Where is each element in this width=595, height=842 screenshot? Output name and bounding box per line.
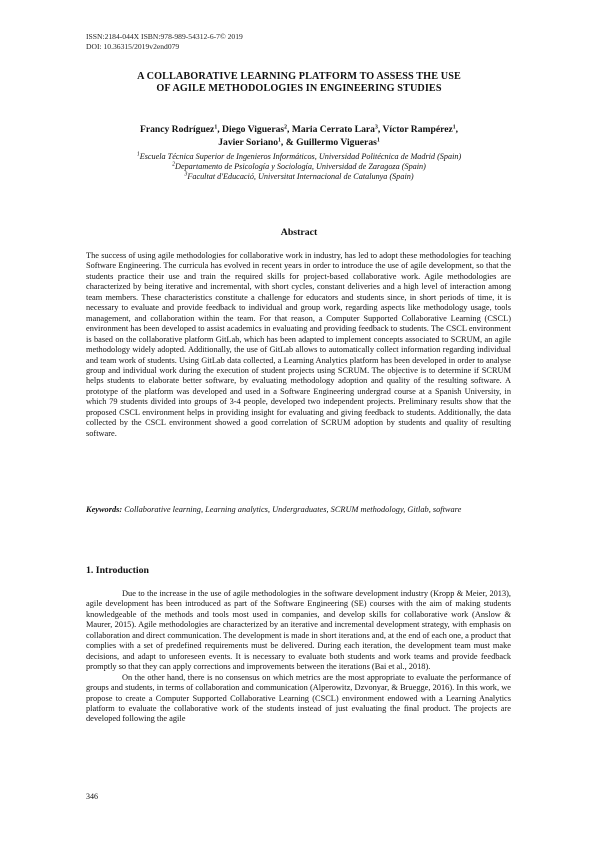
paragraph: Due to the increase in the use of agile methodologies in the software development industry (Kropp & Meier, 2013), agile development has been introduced as part of the Software Engineering (SE) courses with the aim of making students knowledgeable of the methods and tools most used in companies, and develop skills for collaborative work (Anslow & Maurer, 2015). Agile methodologies are characterized by an iterative and incremental development strategy, with emphasis on collaboration and direct communication. The development is made in short iterations and, at the end of each one, a product that complies with a set of predefined requirements must be delivered. During each iteration, the development team must make decisions, and adapt to unforeseen events. It is necessary to evaluate both students and work teams and provide feedback promptly so that they can apply corrections and improvements between the iterations (Bai et al., 2018).: [86, 589, 512, 672]
keywords-label: Keywords:: [86, 505, 123, 514]
author-affiliation-mark: 1: [214, 124, 218, 131]
author-name: Víctor Rampérez: [382, 124, 453, 135]
affiliation-number: 3: [184, 171, 188, 178]
author-name: Guillermo Vigueras: [296, 136, 377, 148]
paper-title: [86, 71, 512, 95]
affiliation-list: [86, 152, 512, 183]
author-separator: , &: [280, 136, 297, 148]
author-separator: ,: [287, 124, 292, 135]
title-line-2: OF AGILE METHODOLOGIES IN ENGINEERING STUDIES: [156, 83, 442, 94]
keywords: [86, 505, 511, 515]
author-affiliation-mark: 3: [374, 124, 378, 131]
abstract-heading: Abstract: [280, 227, 318, 238]
affiliation-1: [86, 152, 512, 162]
affiliation-text: Escuela Técnica Superior de Ingenieros Informáticos, Universidad Politécnica de Madrid (Spain): [139, 152, 462, 161]
introduction-body: [86, 589, 511, 725]
affiliation-2: [86, 162, 512, 172]
author-name: Francy Rodríguez: [139, 124, 215, 135]
author-name: Diego Vigueras: [222, 124, 285, 135]
abstract-text: The success of using agile methodologies for collaborative work in industry, has led to adopt these methodologies for teaching Software Engineering. The curricula has evolved in recent years in order to introduce the use of agile development, so that the students practice their use and train the required skills for project-based collaborative work. Agile methodologies are characterized by being iterative and incremental, with short cycles, constant deliveries and a high level of interaction among team members. These characteristics constitute a challenge for educators and students since, in short periods of time, it is necessary to evaluate and provide feedback to individual and group work, regarding aspects like methodology usage, tools management, and collaboration within the team. For that reason, a Computer Supported Collaborative Learning (CSCL) environment has been developed to assist academics in evaluating and providing feedback to students. The CSCL environment is based on the collaborative platform GitLab, which has been adapted to implement concepts associated to SCRUM, an agile methodology widely adopted. Additionally, the use of GitLab allows to automatically collect information regarding individual and team work of students. Using GitLab data collected, a Learning Analytics platform has been developed in order to analyse group and individual work during the execution of student projects using SCRUM. The objective is to determine if SCRUM helps students to elaborate better software, by evaluating methodology adoption and quality of the resulting software. A prototype of the platform was developed and used in a Software Engineering undergrad course at a Spanish University, in which 79 students divided into groups of 3-4 people, developed two independent projects. Preliminary results show that the proposed CSCL environment helps in providing insight for evaluating and giving feedback to students. Additionally, the data collected by the CSCL environment showed a good correlation of SCRUM adoption by students and quality of resulting software.: [86, 251, 511, 438]
author-line-2: [86, 137, 512, 150]
page-number: 346: [86, 792, 98, 801]
affiliation-number: 1: [136, 151, 140, 158]
doi-line: DOI: 10.36315/2019v2end079: [86, 42, 180, 51]
section-heading-introduction: 1. Introduction: [86, 565, 149, 576]
author-separator: ,: [455, 124, 459, 135]
author-affiliation-mark: 1: [452, 124, 456, 131]
issn-isbn-line: ISSN:2184-044X ISBN:978-989-54312-6-7© 2019: [86, 32, 243, 41]
author-affiliation-mark: 1: [278, 137, 281, 143]
paragraph: On the other hand, there is no consensus on which metrics are the most appropriate to evaluate the performance of groups and students, in terms of collaboration and communication (Alperowitz, Dzvonyar, & Bruegge, 2016). In this work, we propose to create a Computer Supported Collaborative Learning (CSCL) environment endowed with a Learning Analytics platform to evaluate the collaborative work of the students instead of just evaluating the final product. The projects are developed following the agile: [86, 672, 511, 724]
affiliation-text: Facultat d'Educació, Universitat Internacional de Catalunya (Spain): [187, 172, 414, 182]
author-line-1: [86, 124, 512, 137]
author-name: Maria Cerrato Lara: [291, 124, 375, 135]
affiliation-text: Departamento de Psicología y Sociología, Universidad de Zaragoza (Spain): [175, 162, 426, 172]
keywords-text: Collaborative learning, Learning analytics, Undergraduates, SCRUM methodology, Gitlab, software: [122, 505, 462, 514]
title-line-1: A COLLABORATIVE LEARNING PLATFORM TO ASSESS THE USE: [137, 71, 461, 82]
author-affiliation-mark: 2: [284, 124, 288, 131]
affiliation-3: [86, 172, 512, 182]
author-list: [86, 124, 512, 149]
author-separator: ,: [377, 124, 383, 135]
author-separator: ,: [217, 124, 223, 135]
author-affiliation-mark: 1: [376, 137, 380, 143]
author-name: Javier Soriano: [218, 136, 279, 148]
affiliation-number: 2: [172, 161, 176, 168]
